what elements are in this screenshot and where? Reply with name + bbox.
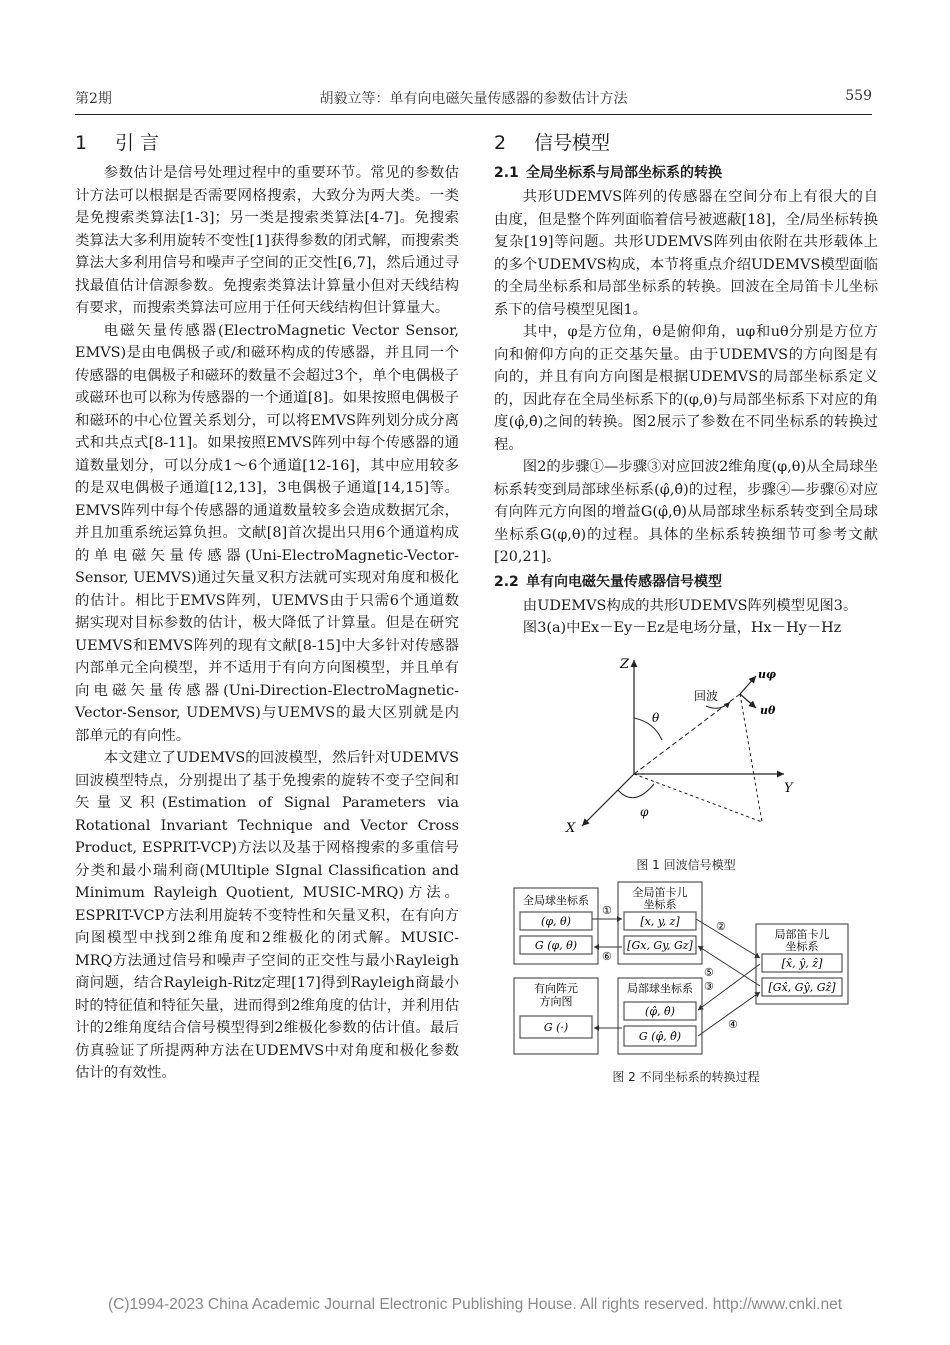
local-cart-row-1: [x̂, ŷ, ẑ] xyxy=(781,956,823,970)
sec22-paragraph-1: 由UDEMVS构成的共形UDEMVS阵列模型见图3。 xyxy=(522,597,858,614)
global-cart-row-1: [x, y, z] xyxy=(640,914,680,928)
subsection-2-1-title: 全局坐标系与局部坐标系的转换 xyxy=(526,165,722,181)
figure-1-diagram xyxy=(494,646,878,852)
step-5-label: ⑤ xyxy=(704,965,714,979)
step-3-label: ③ xyxy=(704,979,714,993)
figure-1-caption: 图 1 回波信号模型 xyxy=(636,857,736,872)
u-theta-label: uθ xyxy=(760,703,776,717)
right-column xyxy=(494,130,878,1088)
sec22-paragraph-2: 图3(a)中Ex－Ey－Ez是电场分量，Hx－Hy－Hz xyxy=(522,620,842,636)
page-number: 559 xyxy=(845,88,872,104)
projection-line-2 xyxy=(634,774,762,822)
subsection-2-2-heading xyxy=(494,571,878,593)
arrow-step-2 xyxy=(696,919,760,958)
u-phi-vector xyxy=(740,676,756,694)
step-4-label: ④ xyxy=(728,1017,738,1031)
sec21-paragraph-3: 图2的步骤①—步骤③对应回波2维角度(φ,θ)从全局球坐标系转变到局部球坐标系(φ̂,θ̂)的过程，步骤④—步骤⑥对应有向阵元方向图的增益G(φ̂,θ̂)从局部球坐标系转变到全局球坐标系G(φ,θ)的过程。具体的坐标系转换细节可参考文献[20,21]。 xyxy=(494,459,878,565)
figure-2 xyxy=(494,878,878,1088)
local-cart-title-2: 坐标系 xyxy=(785,939,819,953)
sec21-paragraph-1: 共形UDEMVS阵列的传感器在空间分布上有很大的自由度，但是整个阵列面临着信号被遮蔽[18]，全/局坐标转换复杂[19]等问题。共形UDEMVS阵列由依附在共形载体上的多个UDEMVS构成，本节将重点介绍UDEMVS模型面临的全局坐标系和局部坐标系的转换。回波在全局笛卡儿坐标系下的信号模型见图1。 xyxy=(494,189,878,318)
left-column xyxy=(75,130,459,1085)
subsection-2-2-number: 2.2 xyxy=(494,573,519,590)
section-2-title: 信号模型 xyxy=(534,132,611,154)
issue-number: 第2期 xyxy=(75,91,112,107)
copyright-footer: (C)1994-2023 China Academic Journal Electronic Publishing House. All rights reserved. http://www.cnki.net xyxy=(107,1296,843,1313)
step-6-label: ⑥ xyxy=(602,949,612,963)
figure-2-caption: 图 2 不同坐标系的转换过程 xyxy=(612,1069,760,1084)
figure-1 xyxy=(494,646,878,874)
phi-arc xyxy=(618,784,654,798)
subsection-2-1-number: 2.1 xyxy=(494,165,519,181)
global-sph-row-1: (φ, θ) xyxy=(541,914,571,928)
intro-paragraph-1: 参数估计是信号处理过程中的重要环节。常见的参数估计方法可以根据是否需要网格搜索，大致分为两大类。一类是免搜索类算法[1-3]；另一类是搜索类算法[4-7]。免搜索类算法大多利用旋转不变性[1]获得参数的闭式解，而搜索类算法大多利用信号和噪声子空间的正交性[6,7]，然后通过寻找最值估计信源参数。免搜索类算法计算量小但对天线结构有要求，而搜索类算法可应用于任何天线结构但计算量大。 xyxy=(75,165,459,316)
section-2-number: 2 xyxy=(494,132,507,154)
local-sph-row-2: G (φ̂, θ̂) xyxy=(638,1029,682,1043)
pattern-row: G (·) xyxy=(543,1020,569,1034)
subsection-2-1-heading xyxy=(494,162,878,184)
section-1-heading xyxy=(75,130,459,156)
global-sph-title: 全局球坐标系 xyxy=(523,893,589,907)
intro-paragraph-3: 本文建立了UDEMVS的回波模型，然后针对UDEMVS回波模型特点，分别提出了基于免搜索的旋转不变子空间和矢量叉积(Estimation of Signal Parameters via Rotational Invariant Technique and Vector Cross Product, ESPRIT-VCP)方法以及基于网格搜索的多重信号分类和最小瑞利商(MUltiple SIgnal Classification and Minimum Rayleigh Quotient, MUSIC-MRQ)方法。ESPRIT-VCP方法利用旋转不变特性和矢量叉积，在有向方向图模型中找到2维角度和2维极化的闭式解。MUSIC-MRQ方法通过信号和噪声子空间的正交性与最小Rayleigh商问题，结合Rayleigh-Ritz定理[17]得到Rayleigh商最小时的特征值和特征矢量，进而得到2维角度的估计，并利用估计的2维角度结合信号模型得到2维极化参数的估计值。最后仿真验证了所提两种方法在UDEMVS中对角度和极化参数估计的有效性。 xyxy=(75,750,459,1081)
running-title: 胡毅立等：单有向电磁矢量传感器的参数估计方法 xyxy=(319,91,628,107)
pattern-title-2: 方向图 xyxy=(539,994,573,1008)
y-axis-label: Y xyxy=(784,780,793,796)
step-2-label: ② xyxy=(716,919,726,933)
global-cart-title-2: 坐标系 xyxy=(643,897,677,911)
step-1-label: ① xyxy=(602,903,612,917)
subsection-2-2-title: 单有向电磁矢量传感器信号模型 xyxy=(526,573,722,590)
u-phi-label: uφ xyxy=(758,667,776,681)
global-sph-row-2: G (φ, θ) xyxy=(534,938,578,952)
global-cart-title-1: 全局笛卡儿 xyxy=(632,885,688,899)
figure-2-diagram xyxy=(494,878,878,1064)
global-cart-row-2: [Gx, Gy, Gz] xyxy=(627,938,693,952)
section-2-heading xyxy=(494,130,878,156)
local-sph-title: 局部球坐标系 xyxy=(627,981,693,995)
projection-line xyxy=(740,694,762,822)
wave-label: 回波 xyxy=(694,688,719,703)
header-rule xyxy=(75,114,872,115)
local-cart-row-2: [Gx̂, Gŷ, Gẑ] xyxy=(768,980,836,994)
running-header xyxy=(75,88,872,110)
x-axis-label: X xyxy=(566,820,576,836)
local-cart-title-1: 局部笛卡儿 xyxy=(774,927,830,941)
x-axis xyxy=(582,774,634,826)
z-axis-label: Z xyxy=(620,656,630,672)
theta-label: θ xyxy=(652,710,660,725)
section-1-title: 引 言 xyxy=(115,132,160,154)
phi-label: φ xyxy=(640,804,649,819)
sec21-paragraph-2: 其中，φ是方位角，θ是俯仰角，uφ和uθ分别是方位方向和俯仰方向的正交基矢量。由于UDEMVS的方向图是有向的，并且有向方向图是根据UDEMVS的局部坐标系定义的，因此存在全局坐标系下的(φ,θ)与局部坐标系下对应的角度(φ̂,θ̂)之间的转换。图2展示了参数在不同坐标系的转换过程。 xyxy=(494,324,878,453)
pattern-title-1: 有向阵元 xyxy=(534,981,578,995)
intro-paragraph-2: 电磁矢量传感器(ElectroMagnetic Vector Sensor, EMVS)是由电偶极子或/和磁环构成的传感器，并且同一个传感器的电偶极子和磁环的数量不会超过3个，单个电偶极子或磁环也可以称为传感器的一个通道[8]。如果按照电偶极子和磁环的中心位置关系划分，可以将EMVS阵列划分成分离式和共点式[8-11]。如果按照EMVS阵列中每个传感器的通道数量划分，可以分成1～6个通道[12-16]，其中应用较多的是双电偶极子通道[12,13]，3电偶极子通道[14,15]等。EMVS阵列中每个传感器的通道数量较多会造成数据冗余，并且加重系统运算负担。文献[8]首次提出只用6个通道构成的单电磁矢量传感器(Uni-ElectroMagnetic-Vector-Sensor, UEMVS)通过矢量叉积方法就可实现对角度和极化的估计。相比于EMVS阵列，UEMVS由于只需6个通道数据实现对目标参数的估计，极大降低了计算量。但是在研究UEMVS和EMVS阵列的现有文献[8-15]中大多针对传感器内部单元全向模型，并不适用于有向方向图模型，并且单有向电磁矢量传感器(Uni-Direction-ElectroMagnetic-Vector-Sensor, UDEMVS)与UEMVS的最大区别就是内部单元的有向性。 xyxy=(75,322,459,744)
section-1-number: 1 xyxy=(75,132,88,154)
local-sph-row-1: (φ̂, θ̂) xyxy=(645,1004,675,1018)
